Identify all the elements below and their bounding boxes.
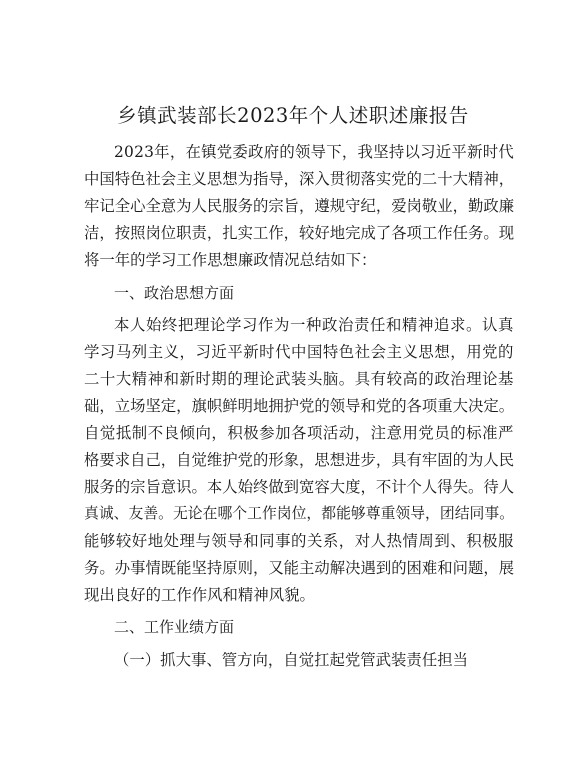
paragraph-line: 洁，按照岗位职责，扎实工作，较好地完成了各项工作任务。现 — [84, 224, 515, 242]
paragraph-line: 学习马列主义，习近平新时代中国特色社会主义思想，用党的 — [84, 343, 514, 361]
subsection-heading: （一）抓大事、管方向，自觉扛起党管武装责任担当 — [114, 651, 468, 669]
paragraph-line: 自觉抵制不良倾向，积极参加各项活动，注意用党员的标准严 — [84, 424, 514, 442]
paragraph-line: 真诚、友善。无论在哪个工作岗位，都能够尊重领导，团结同事。 — [84, 505, 515, 522]
document-title: 乡镇武装部长2023年个人述职述廉报告 — [117, 104, 469, 127]
paragraph-line: 务。办事情既能坚持原则，又能主动解决遇到的困难和问题，展 — [84, 559, 515, 577]
paragraph-line: 本人始终把理论学习作为一种政治责任和精神追求。认真 — [114, 316, 514, 334]
paragraph-line: 能够较好地处理与领导和同事的关系，对人热情周到、积极服 — [84, 532, 514, 550]
paragraph-line: 中国特色社会主义思想为指导，深入贯彻落实党的二十大精神， — [84, 170, 515, 188]
paragraph-line: 2023年，在镇党委政府的领导下，我坚持以习近平新时代 — [114, 143, 514, 161]
paragraph-line: 将一年的学习工作思想廉政情况总结如下： — [84, 251, 377, 269]
section-heading-performance: 二、工作业绩方面 — [114, 618, 235, 636]
paragraph-line: 格要求自己，自觉维护党的形象，思想进步，具有牢固的为人民 — [84, 451, 515, 469]
paragraph-line: 二十大精神和新时期的理论武装头脑。具有较高的政治理论基 — [84, 370, 514, 388]
paragraph-line: 牢记全心全意为人民服务的宗旨，遵规守纪，爱岗敬业，勤政廉 — [84, 197, 515, 215]
paragraph-line: 础，立场坚定，旗帜鲜明地拥护党的领导和党的各项重大决定。 — [84, 397, 515, 415]
paragraph-line: 服务的宗旨意识。本人始终做到宽容大度，不计个人得失。待人 — [84, 478, 515, 496]
section-heading-political: 一、政治思想方面 — [114, 284, 235, 302]
paragraph-line: 现出良好的工作作风和精神风貌。 — [84, 586, 315, 604]
